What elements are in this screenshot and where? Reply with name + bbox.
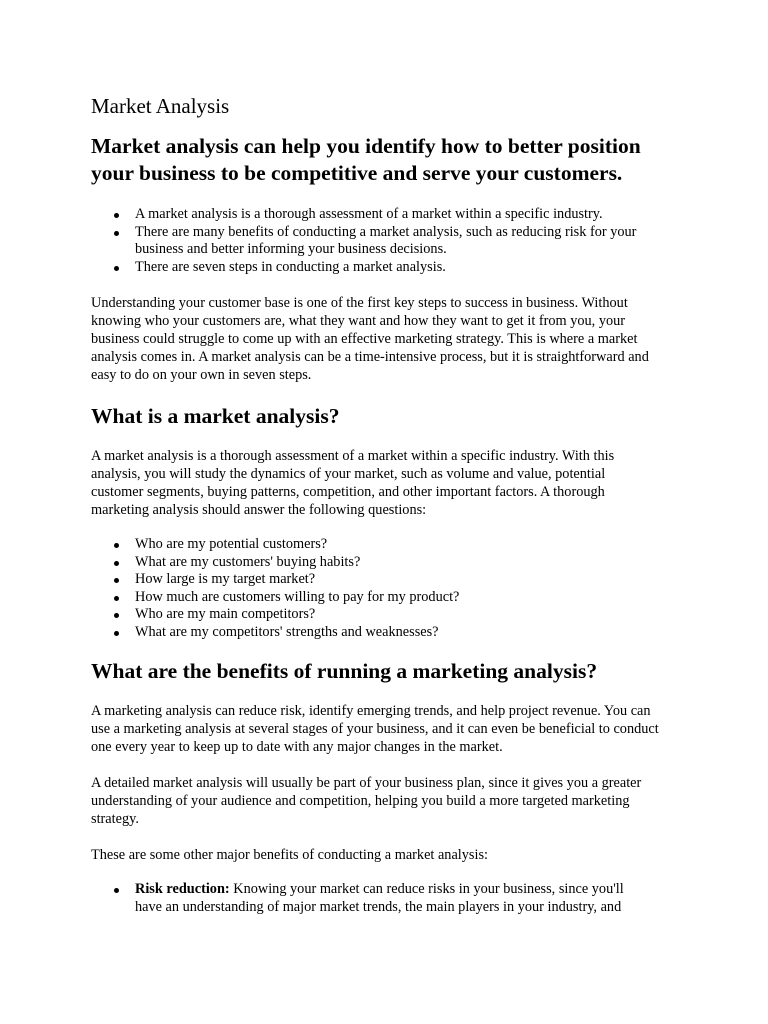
bullet-icon bbox=[114, 578, 119, 583]
list-item bbox=[91, 881, 646, 916]
list-item: How large is my target market? bbox=[91, 571, 691, 589]
list-item: How much are customers willing to pay for my product? bbox=[91, 589, 691, 607]
intro-bullet-list bbox=[91, 206, 681, 276]
list-item: There are many benefits of conducting a market analysis, such as reducing risk for your business and better informing your business decisions. bbox=[91, 224, 665, 259]
page-title: Market Analysis bbox=[91, 94, 230, 118]
section-heading-benefits: What are the benefits of running a marketing analysis? bbox=[91, 659, 598, 683]
list-item: Who are my potential customers? bbox=[91, 536, 691, 554]
list-item: A market analysis is a thorough assessment of a market within a specific industry. bbox=[91, 206, 681, 224]
benefits-bullet-list bbox=[91, 881, 646, 916]
page-subtitle: Market analysis can help you identify how to better position your business to be competitive and serve your customers. bbox=[91, 134, 641, 185]
benefit-label: Risk reduction: bbox=[135, 881, 230, 897]
bullet-icon bbox=[114, 543, 119, 548]
bullet-icon bbox=[114, 888, 119, 893]
section2-paragraph-2: A detailed market analysis will usually be part of your business plan, since it gives you a greater understanding of your audience and competition, helping you build a more targeted marketing strategy. bbox=[91, 775, 642, 827]
bullet-icon bbox=[114, 631, 119, 636]
bullet-icon bbox=[114, 561, 119, 566]
benefit-text: Knowing your market can reduce risks in your business, since you'll have an understanding of major market trends, the main players in your industry, and bbox=[135, 881, 624, 915]
bullet-icon bbox=[114, 596, 119, 601]
section1-paragraph: A market analysis is a thorough assessment of a market within a specific industry. With this analysis, you will study the dynamics of your market, such as volume and value, potential customer segments, buying patterns, competition, and other important factors. A thorough marketing analysis should answer the following questions: bbox=[91, 448, 615, 518]
section2-paragraph-3: These are some other major benefits of conducting a market analysis: bbox=[91, 847, 488, 863]
list-item: Who are my main competitors? bbox=[91, 606, 691, 624]
document-page bbox=[91, 92, 691, 916]
bullet-icon bbox=[114, 231, 119, 236]
intro-paragraph: Understanding your customer base is one of the first key steps to success in business. Without knowing who your customers are, what they want and how they want to get it from you, your business could struggle to come up with an effective marketing strategy. This is where a market analysis comes in. A market analysis can be a time-intensive process, but it is straightforward and easy to do on your own in seven steps. bbox=[91, 295, 649, 383]
questions-bullet-list bbox=[91, 536, 691, 641]
list-item: What are my competitors' strengths and weaknesses? bbox=[91, 624, 691, 642]
section2-paragraph-1: A marketing analysis can reduce risk, identify emerging trends, and help project revenue. You can use a marketing analysis at several stages of your business, and it can even be beneficial to conduct one every year to keep up to date with any major changes in the market. bbox=[91, 703, 659, 755]
bullet-icon bbox=[114, 266, 119, 271]
list-item: What are my customers' buying habits? bbox=[91, 554, 691, 572]
list-item: There are seven steps in conducting a market analysis. bbox=[91, 259, 681, 277]
bullet-icon bbox=[114, 613, 119, 618]
bullet-icon bbox=[114, 213, 119, 218]
section-heading-what-is: What is a market analysis? bbox=[91, 404, 340, 428]
